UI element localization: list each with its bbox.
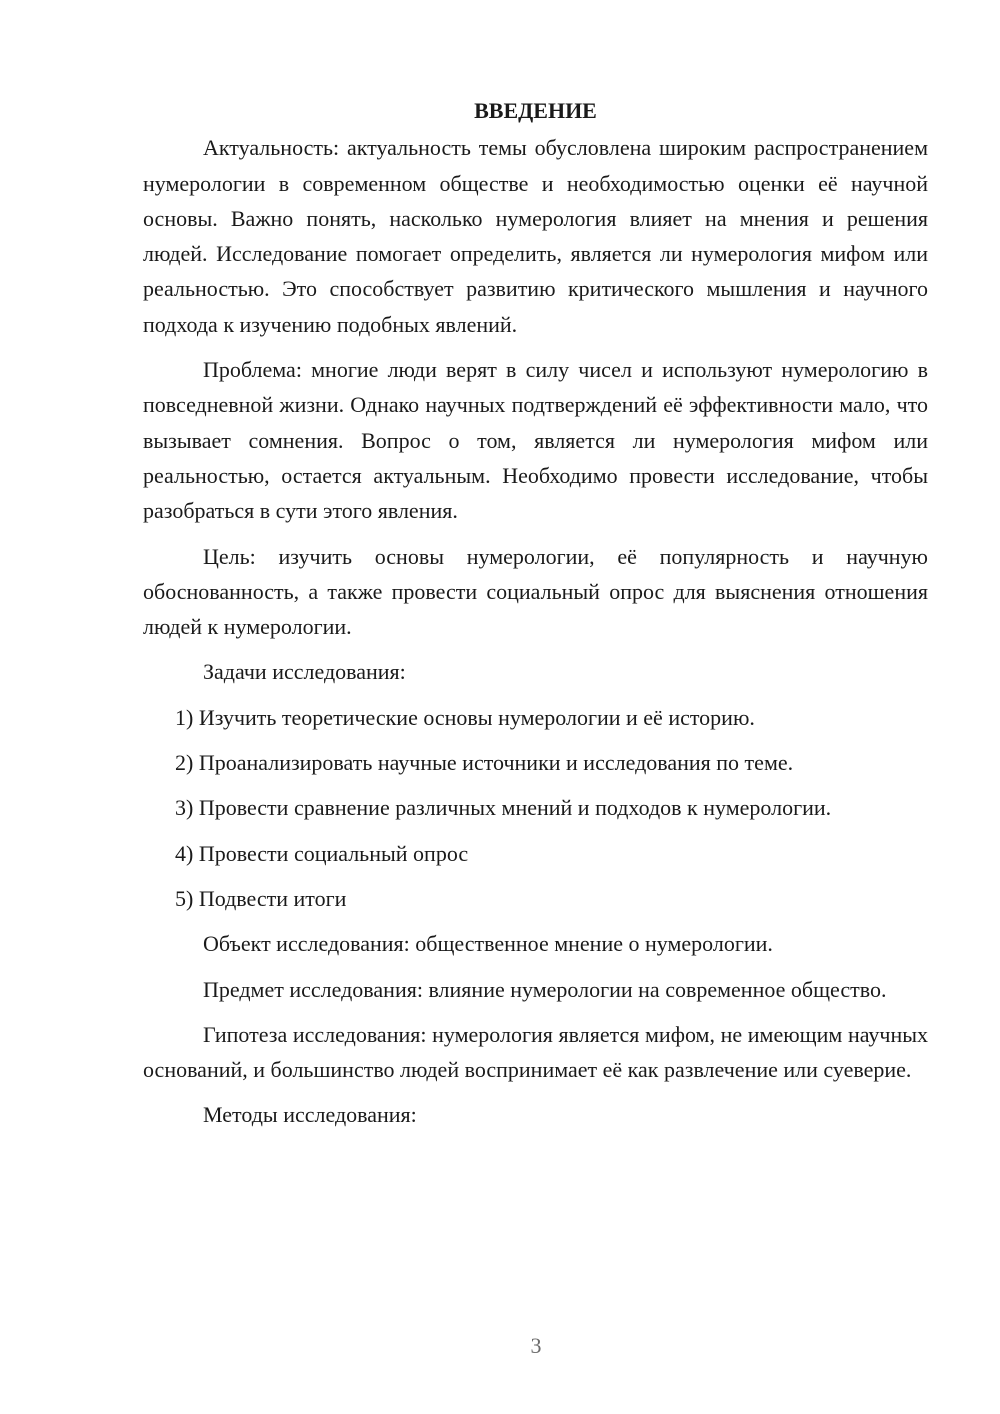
list-item: 2) Проанализировать научные источники и исследования по теме. [175, 750, 794, 776]
subject-paragraph: Предмет исследования: влияние нумерологии на современное общество. [203, 976, 887, 1002]
hypothesis-paragraph: Гипотеза исследования: нумерология является мифом, не имеющим научных оснований, и большинство людей воспринимает её как развлечение или суеверие. [143, 1021, 928, 1083]
tasks-title: Задачи исследования: [203, 659, 406, 685]
problem-paragraph: Проблема: многие люди верят в силу чисел и используют нумерологию в повседневной жизни. Однако научных подтверждений её эффективности мало, что вызывает сомнения. Вопрос о том, является ли нумерология мифом или реальностью, остается актуальным. Необходимо провести исследование, чтобы разобраться в сути этого явления. [143, 357, 928, 524]
tasks-list [143, 700, 928, 916]
methods-title: Методы исследования: [203, 1102, 417, 1128]
object-paragraph: Объект исследования: общественное мнение о нумерологии. [203, 931, 773, 957]
page-content [143, 93, 928, 1143]
list-item: 4) Провести социальный опрос [175, 840, 469, 866]
goal-paragraph: Цель: изучить основы нумерологии, её популярность и научную обоснованность, а также провести социальный опрос для выяснения отношения людей к нумерологии. [143, 543, 928, 640]
relevance-paragraph: Актуальность: актуальность темы обусловлена широким распространением нумерологии в современном обществе и необходимостью оценки её научной основы. Важно понять, насколько нумерология влияет на мнения и решения людей. Исследование помогает определить, является ли нумерология мифом или реальностью. Это способствует развитию критического мышления и научного подхода к изучению подобных явлений. [143, 135, 928, 337]
list-item: 5) Подвести итоги [175, 885, 347, 911]
list-item: 3) Провести сравнение различных мнений и подходов к нумерологии. [175, 795, 832, 821]
page-number: 3 [530, 1333, 542, 1358]
list-item: 1) Изучить теоретические основы нумерологии и её историю. [175, 704, 755, 730]
section-heading: ВВЕДЕНИЕ [474, 98, 597, 123]
